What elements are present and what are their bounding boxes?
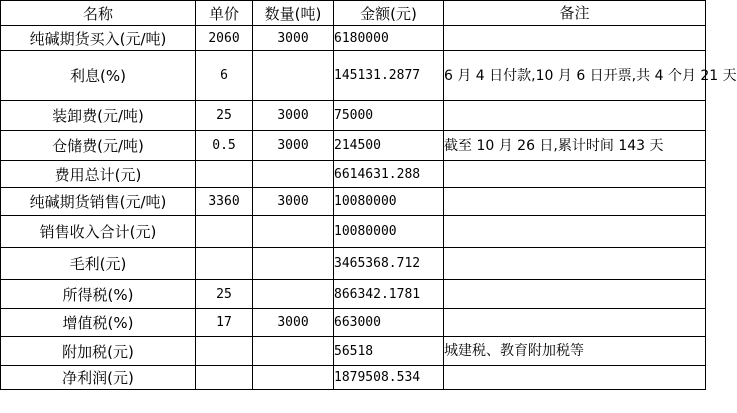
row-name: 仓储费(元/吨) <box>1 131 196 161</box>
row-name: 毛利(元) <box>1 248 196 280</box>
row-name: 纯碱期货销售(元/吨) <box>1 188 196 216</box>
row-unit-price: 6 <box>196 51 253 101</box>
table-row <box>1 216 706 248</box>
row-unit-price: 25 <box>196 101 253 131</box>
table-row <box>1 188 706 216</box>
row-amount: 6180000 <box>334 26 444 51</box>
row-name: 增值税(%) <box>1 309 196 337</box>
header-unit-price: 单价 <box>196 1 253 26</box>
row-unit-price <box>196 161 253 188</box>
row-note <box>444 280 706 309</box>
row-amount: 3465368.712 <box>334 248 444 280</box>
row-name: 装卸费(元/吨) <box>1 101 196 131</box>
row-note: 城建税、教育附加税等 <box>444 337 706 366</box>
row-name: 所得税(%) <box>1 280 196 309</box>
row-quantity <box>253 216 334 248</box>
row-note <box>444 248 706 280</box>
table-row <box>1 248 706 280</box>
row-note <box>444 188 706 216</box>
row-name: 费用总计(元) <box>1 161 196 188</box>
row-note <box>444 309 706 337</box>
header-amount: 金额(元) <box>334 1 444 26</box>
row-unit-price: 17 <box>196 309 253 337</box>
row-quantity: 3000 <box>253 101 334 131</box>
row-amount: 10080000 <box>334 216 444 248</box>
row-name: 利息(%) <box>1 51 196 101</box>
table-row <box>1 101 706 131</box>
table-row <box>1 280 706 309</box>
row-quantity <box>253 161 334 188</box>
row-unit-price <box>196 366 253 390</box>
row-amount: 663000 <box>334 309 444 337</box>
row-name: 净利润(元) <box>1 366 196 390</box>
table-row <box>1 337 706 366</box>
row-amount: 214500 <box>334 131 444 161</box>
row-amount: 6614631.288 <box>334 161 444 188</box>
row-quantity <box>253 280 334 309</box>
row-quantity <box>253 51 334 101</box>
row-note <box>444 161 706 188</box>
row-quantity <box>253 366 334 390</box>
table-row <box>1 366 706 390</box>
table-row <box>1 309 706 337</box>
header-row <box>1 1 706 26</box>
header-quantity: 数量(吨) <box>253 1 334 26</box>
row-note <box>444 366 706 390</box>
row-note: 6 月 4 日付款,10 月 6 日开票,共 4 个月 21 天 <box>444 51 706 101</box>
table-row <box>1 51 706 101</box>
row-name: 纯碱期货买入(元/吨) <box>1 26 196 51</box>
table-row <box>1 26 706 51</box>
row-name: 附加税(元) <box>1 337 196 366</box>
row-name: 销售收入合计(元) <box>1 216 196 248</box>
row-quantity <box>253 337 334 366</box>
row-unit-price <box>196 216 253 248</box>
table-row <box>1 131 706 161</box>
row-unit-price <box>196 248 253 280</box>
row-unit-price: 3360 <box>196 188 253 216</box>
row-note <box>444 101 706 131</box>
row-amount: 1879508.534 <box>334 366 444 390</box>
row-quantity: 3000 <box>253 26 334 51</box>
row-unit-price <box>196 337 253 366</box>
row-amount: 75000 <box>334 101 444 131</box>
row-amount: 56518 <box>334 337 444 366</box>
row-unit-price: 2060 <box>196 26 253 51</box>
row-quantity: 3000 <box>253 188 334 216</box>
row-quantity: 3000 <box>253 131 334 161</box>
row-unit-price: 25 <box>196 280 253 309</box>
row-note <box>444 26 706 51</box>
row-amount: 10080000 <box>334 188 444 216</box>
header-note: 备注 <box>444 1 706 26</box>
row-quantity <box>253 248 334 280</box>
row-quantity: 3000 <box>253 309 334 337</box>
table-row <box>1 161 706 188</box>
row-note: 截至 10 月 26 日,累计时间 143 天 <box>444 131 706 161</box>
header-name: 名称 <box>1 1 196 26</box>
row-amount: 866342.1781 <box>334 280 444 309</box>
row-amount: 145131.2877 <box>334 51 444 101</box>
row-note <box>444 216 706 248</box>
row-unit-price: 0.5 <box>196 131 253 161</box>
